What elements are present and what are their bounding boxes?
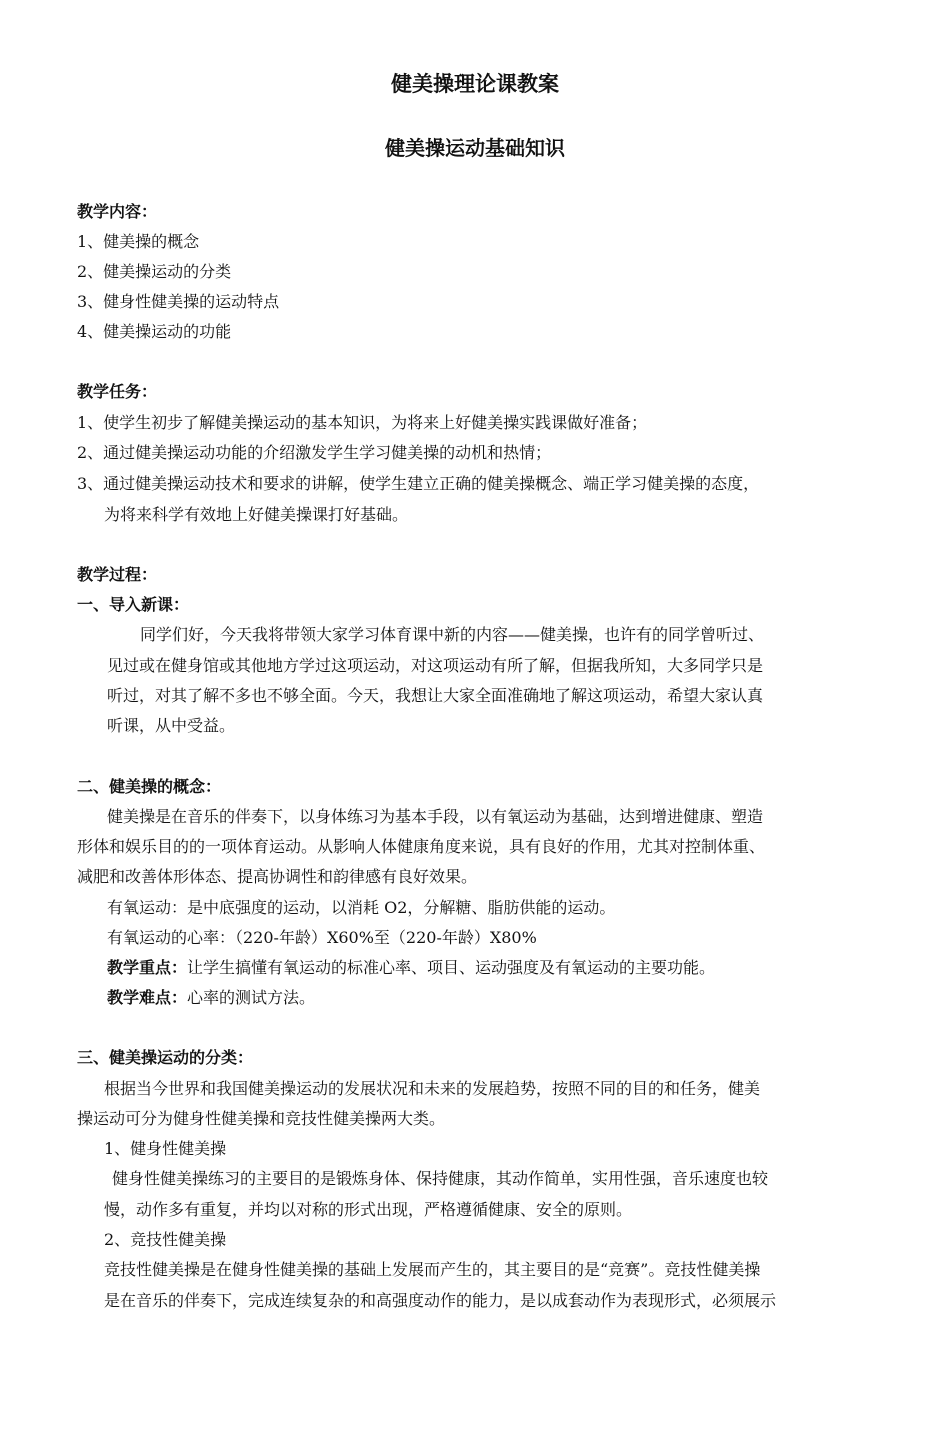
task-line: 3、通过健美操运动技术和要求的讲解，使学生建立正确的健美操概念、端正学习健美操的态度， [77, 474, 760, 493]
concept-line: 减肥和改善体形体态、提高协调性和韵律感有良好效果。 [77, 867, 478, 886]
concept-line: 形体和娱乐目的的一项体育运动。从影响人体健康角度来说，具有良好的作用，尤其对控制体重、 [77, 837, 766, 856]
intro-line: 同学们好，今天我将带领大家学习体育课中新的内容——健美操，也许有的同学曾听过、 [140, 625, 765, 644]
intro-line: 听课，从中受益。 [107, 716, 236, 735]
intro-line: 见过或在健身馆或其他地方学过这项运动，对这项运动有所了解，但据我所知，大多同学只是 [107, 656, 764, 675]
content-item: 2、健美操运动的分类 [77, 262, 232, 281]
content-item: 4、健美操运动的功能 [77, 322, 232, 341]
process-heading: 教学过程： [77, 565, 158, 584]
key-point-text: 让学生搞懂有氧运动的标准心率、项目、运动强度及有氧运动的主要功能。 [187, 958, 716, 977]
content-heading: 教学内容： [77, 202, 158, 221]
tasks-heading: 教学任务： [77, 382, 158, 401]
document-title: 健美操理论课教案 [391, 72, 559, 96]
concept-line: 健美操是在音乐的伴奏下，以身体练习为基本手段，以有氧运动为基础，达到增进健康、塑造 [107, 807, 764, 826]
concept-line: 有氧运动：是中底强度的运动，以消耗 O2，分解糖、脂肪供能的运动。 [107, 898, 616, 917]
concept-line: 有氧运动的心率：（220-年龄）X60%至（220-年龄）X80% [107, 928, 537, 947]
task-line: 为将来科学有效地上好健美操课打好基础。 [104, 505, 409, 524]
key-point-label: 教学重点： [107, 958, 188, 977]
classification-line: 竞技性健美操是在健身性健美操的基础上发展而产生的，其主要目的是“竞赛”。竞技性健美操 [104, 1260, 761, 1279]
classification-line: 根据当今世界和我国健美操运动的发展状况和未来的发展趋势，按照不同的目的和任务，健美 [104, 1079, 761, 1098]
section-heading-intro: 一、导入新课： [77, 595, 190, 614]
task-line: 2、通过健美操运动功能的介绍激发学生学习健美操的动机和热情； [77, 443, 552, 462]
classification-subheading: 1、健身性健美操 [104, 1139, 227, 1158]
difficulty-text: 心率的测试方法。 [187, 988, 316, 1007]
content-item: 1、健美操的概念 [77, 232, 200, 251]
intro-line: 听过，对其了解不多也不够全面。今天，我想让大家全面准确地了解这项运动，希望大家认真 [107, 686, 764, 705]
key-point-line [107, 957, 715, 979]
classification-line: 慢，动作多有重复，并均以对称的形式出现，严格遵循健康、安全的原则。 [104, 1200, 633, 1219]
document-subtitle: 健美操运动基础知识 [385, 136, 565, 160]
section-heading-classification: 三、健美操运动的分类： [77, 1048, 254, 1067]
classification-line: 操运动可分为健身性健美操和竞技性健美操两大类。 [77, 1109, 446, 1128]
difficulty-label: 教学难点： [107, 988, 188, 1007]
task-line: 1、使学生初步了解健美操运动的基本知识，为将来上好健美操实践课做好准备； [77, 413, 648, 432]
classification-subheading: 2、竞技性健美操 [104, 1230, 227, 1249]
classification-line: 是在音乐的伴奏下，完成连续复杂的和高强度动作的能力，是以成套动作为表现形式，必须展示 [104, 1291, 777, 1310]
content-item: 3、健身性健美操的运动特点 [77, 292, 280, 311]
section-heading-concept: 二、健美操的概念： [77, 777, 222, 796]
classification-line: 健身性健美操练习的主要目的是锻炼身体、保持健康，其动作简单，实用性强，音乐速度也较 [112, 1169, 769, 1188]
difficulty-line [107, 987, 315, 1009]
